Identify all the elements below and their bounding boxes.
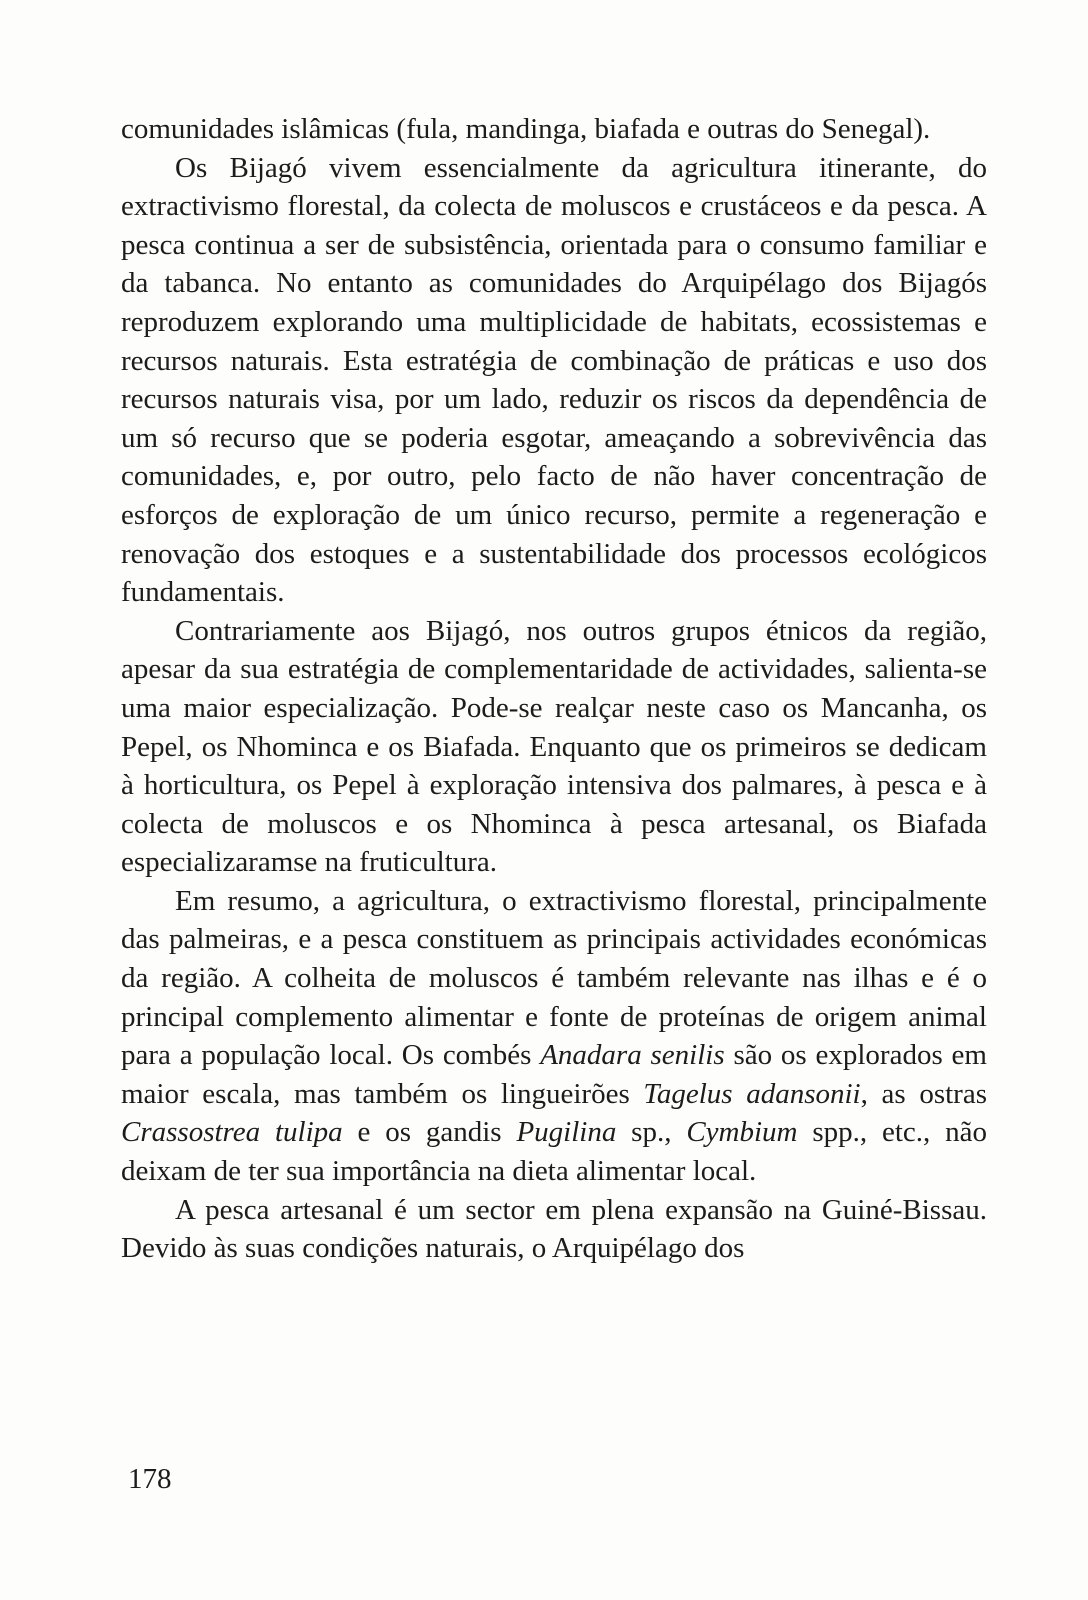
paragraph-4-text-6: spp., etc., não deixam de ter sua importância na dieta alimentar local. <box>121 1116 988 1188</box>
paragraph-4-text-1: Em resumo, a agricultura, o extractivismo florestal, principalmente das palmeiras, e a pesca constituem as principais actividades económicas da região. A colheita de moluscos é também relevante nas ilhas e é o principal complemento alimentar e fonte de proteínas de origem animal para a população local. Os combés <box>121 884 987 1072</box>
paragraph-4 <box>121 882 987 1191</box>
species-crassostrea: Crassostrea tulipa <box>121 1116 343 1149</box>
genus-pugilina: Pugilina <box>516 1116 617 1149</box>
paragraph-4-text-5: sp., <box>616 1116 687 1149</box>
page-number: 178 <box>128 1463 172 1495</box>
genus-cymbium: Cymbium <box>686 1116 798 1149</box>
paragraph-2: Os Bijagó vivem essencialmente da agricultura itinerante, do extractivismo florestal, da colecta de moluscos e crustáceos e da pesca. A pesca continua a ser de subsistência, orientada para o consumo familiar e da tabanca. No entanto as comunidades do Arquipélago dos Bijagós reproduzem explorando uma multiplicidade de habitats, ecossistemas e recursos naturais. Esta estratégia de combinação de práticas e uso dos recursos naturais visa, por um lado, reduzir os riscos da dependência de um só recurso que se poderia esgotar, ameaçando a sobrevivência das comunidades, e, por outro, pelo facto de não haver concentração de esforços de exploração de um único recurso, permite a regeneração e renovação dos estoques e a sustentabilidade dos processos ecológicos fundamentais. <box>121 151 987 609</box>
species-anadara: Anadara senilis <box>540 1039 725 1072</box>
paragraph-4-text-4: e os gandis <box>342 1116 517 1149</box>
paragraph-5: A pesca artesanal é um sector em plena expansão na Guiné-Bissau. Devido às suas condições naturais, o Arquipélago dos <box>121 1193 987 1265</box>
species-tagelus: Tagelus adansonii <box>643 1077 861 1110</box>
paragraph-3: Contrariamente aos Bijagó, nos outros grupos étnicos da região, apesar da sua estratégia de complementaridade de actividades, salienta-se uma maior especialização. Pode-se realçar neste caso os Mancanha, os Pepel, os Nhominca e os Biafada. Enquanto que os primeiros se dedicam à horticultura, os Pepel à exploração intensiva dos palmares, à pesca e à colecta de moluscos e os Nhominca à pesca artesanal, os Biafada especializaramse na fruticultura. <box>121 614 987 879</box>
paragraph-4-text-2: são os explorados em maior escala, mas também os lingueirões <box>121 1039 987 1110</box>
body-text <box>121 110 987 1268</box>
paragraph-4-text-3: , as ostras <box>860 1077 987 1110</box>
paragraph-1: comunidades islâmicas (fula, mandinga, biafada e outras do Senegal). <box>121 113 931 145</box>
